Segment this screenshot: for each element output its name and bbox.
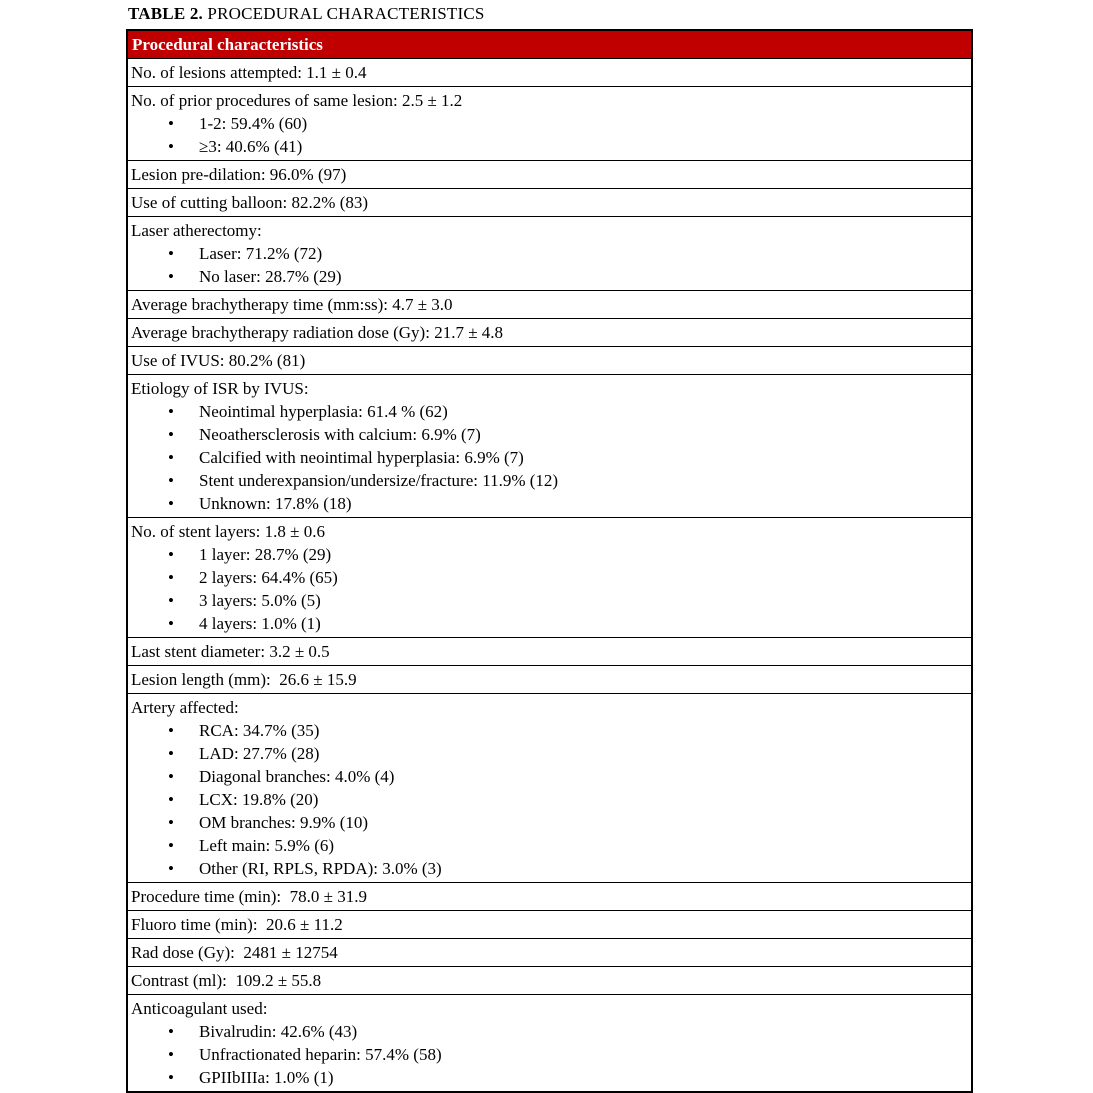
procedural-characteristics-table: [126, 29, 973, 1093]
table-row: [127, 666, 972, 694]
bullet-item: • Laser: 71.2% (72): [131, 242, 967, 265]
table-row: [127, 161, 972, 189]
row-text: Fluoro time (min): 20.6 ± 11.2: [131, 915, 343, 934]
table-row: [127, 939, 972, 967]
table-caption-number: TABLE 2.: [128, 4, 203, 23]
row-text: Procedure time (min): 78.0 ± 31.9: [131, 887, 367, 906]
bullet-item: • Neoathersclerosis with calcium: 6.9% (7): [131, 423, 967, 446]
row-text: Rad dose (Gy): 2481 ± 12754: [131, 943, 338, 962]
row-text: Contrast (ml): 109.2 ± 55.8: [131, 971, 322, 990]
table-cell: [127, 638, 972, 666]
bullet-item: • 2 layers: 64.4% (65): [131, 566, 967, 589]
bullet-item: • LCX: 19.8% (20): [131, 788, 967, 811]
bullet-item: • Unknown: 17.8% (18): [131, 492, 967, 515]
row-text: Last stent diameter: 3.2 ± 0.5: [131, 642, 330, 661]
bullet-list: [131, 1020, 967, 1089]
table-row: [127, 217, 972, 291]
bullet-list: [131, 400, 967, 515]
bullet-item: • Bivalrudin: 42.6% (43): [131, 1020, 967, 1043]
row-text: Lesion pre-dilation: 96.0% (97): [131, 165, 347, 184]
table-cell: [127, 967, 972, 995]
bullet-item: • Stent underexpansion/undersize/fracture: 11.9% (12): [131, 469, 967, 492]
bullet-list: [131, 543, 967, 635]
table-cell: [127, 87, 972, 161]
table-cell: [127, 995, 972, 1093]
table-cell: [127, 319, 972, 347]
table-caption: [128, 3, 1093, 24]
bullet-item: • 3 layers: 5.0% (5): [131, 589, 967, 612]
table-body: [127, 59, 972, 1093]
bullet-item: • Left main: 5.9% (6): [131, 834, 967, 857]
row-text: No. of prior procedures of same lesion: 2.5 ± 1.2: [131, 91, 463, 110]
row-text: Lesion length (mm): 26.6 ± 15.9: [131, 670, 357, 689]
bullet-list: [131, 112, 967, 158]
row-text: Use of cutting balloon: 82.2% (83): [131, 193, 369, 212]
table-cell: [127, 666, 972, 694]
row-text: Artery affected:: [131, 698, 239, 717]
row-text: No. of lesions attempted: 1.1 ± 0.4: [131, 63, 367, 82]
bullet-item: • Calcified with neointimal hyperplasia: 6.9% (7): [131, 446, 967, 469]
bullet-item: • GPIIbIIIa: 1.0% (1): [131, 1066, 967, 1089]
bullet-item: • 4 layers: 1.0% (1): [131, 612, 967, 635]
bullet-item: • Unfractionated heparin: 57.4% (58): [131, 1043, 967, 1066]
bullet-item: • OM branches: 9.9% (10): [131, 811, 967, 834]
table-cell: [127, 518, 972, 638]
table-row: [127, 59, 972, 87]
row-text: Anticoagulant used:: [131, 999, 268, 1018]
bullet-item: • RCA: 34.7% (35): [131, 719, 967, 742]
row-text: Laser atherectomy:: [131, 221, 262, 240]
bullet-item: • 1 layer: 28.7% (29): [131, 543, 967, 566]
table-row: [127, 995, 972, 1093]
bullet-item: • LAD: 27.7% (28): [131, 742, 967, 765]
row-text: Etiology of ISR by IVUS:: [131, 379, 309, 398]
bullet-item: • No laser: 28.7% (29): [131, 265, 967, 288]
table-cell: [127, 347, 972, 375]
table-header-cell: Procedural characteristics: [127, 30, 972, 59]
bullet-list: [131, 242, 967, 288]
table-row: [127, 375, 972, 518]
table-cell: [127, 59, 972, 87]
table-header-row: [127, 30, 972, 59]
table-row: [127, 87, 972, 161]
table-cell: [127, 217, 972, 291]
table-cell: [127, 694, 972, 883]
table-row: [127, 319, 972, 347]
table-row: [127, 291, 972, 319]
table-caption-text: PROCEDURAL CHARACTERISTICS: [202, 4, 485, 23]
table-cell: [127, 911, 972, 939]
table-row: [127, 638, 972, 666]
bullet-item: • Neointimal hyperplasia: 61.4 % (62): [131, 400, 967, 423]
table-row: [127, 189, 972, 217]
bullet-list: [131, 719, 967, 880]
bullet-item: • Other (RI, RPLS, RPDA): 3.0% (3): [131, 857, 967, 880]
row-text: Use of IVUS: 80.2% (81): [131, 351, 306, 370]
table-cell: [127, 291, 972, 319]
table-row: [127, 518, 972, 638]
table-cell: [127, 189, 972, 217]
table-row: [127, 967, 972, 995]
row-text: No. of stent layers: 1.8 ± 0.6: [131, 522, 325, 541]
bullet-item: • 1-2: 59.4% (60): [131, 112, 967, 135]
table-row: [127, 911, 972, 939]
table-cell: [127, 883, 972, 911]
row-text: Average brachytherapy radiation dose (Gy): 21.7 ± 4.8: [131, 323, 504, 342]
table-row: [127, 883, 972, 911]
bullet-item: • Diagonal branches: 4.0% (4): [131, 765, 967, 788]
table-cell: [127, 375, 972, 518]
table-row: [127, 694, 972, 883]
table-cell: [127, 161, 972, 189]
row-text: Average brachytherapy time (mm:ss): 4.7 ± 3.0: [131, 295, 453, 314]
table-row: [127, 347, 972, 375]
table-cell: [127, 939, 972, 967]
bullet-item: • ≥3: 40.6% (41): [131, 135, 967, 158]
